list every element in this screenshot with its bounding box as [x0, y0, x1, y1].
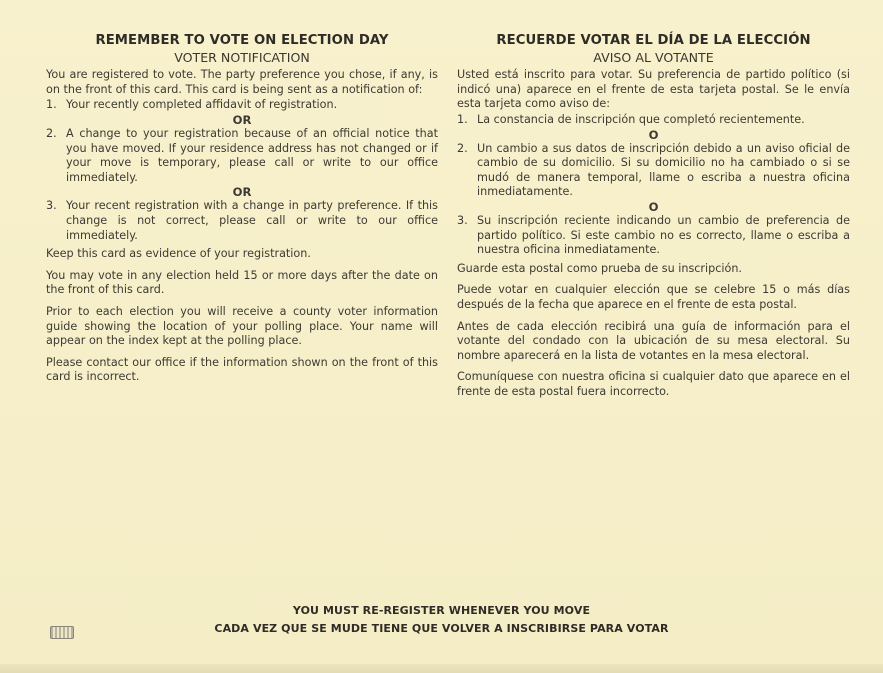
item-text: La constancia de inscripción que completó recientemente.	[477, 112, 805, 126]
spanish-or-1: O	[648, 127, 659, 142]
card-bottom-edge	[0, 664, 883, 673]
spanish-vote-eligibility: Puede votar en cualquier elección que se celebre 15 o más días después de la fecha que aparece en el frente de esta postal.	[457, 283, 850, 311]
english-contact-office: Please contact our office if the information shown on the front of this card is incorrect.	[46, 355, 438, 384]
item-number: 3.	[457, 213, 468, 227]
spanish-item-1	[457, 113, 850, 128]
english-or-2: OR	[232, 185, 252, 200]
spanish-guide-info: Antes de cada elección recibirá una guía de información para el votante del condado con la ubicación de su mesa electoral. Su nombre aparecerá en la lista de votantes en la mesa electoral.	[457, 319, 850, 362]
english-guide-info: Prior to each election you will receive a county voter information guide showing the location of your polling place. Your name will appear on the index kept at the polling place.	[46, 304, 438, 348]
english-item-2	[46, 127, 438, 185]
english-column	[46, 34, 438, 392]
item-number: 2.	[457, 141, 468, 155]
english-or-1: OR	[232, 112, 252, 127]
item-text: A change to your registration because of an official notice that you have moved. If your residence address has not changed or if your move is temporary, please call or write to our office immediately.	[66, 126, 438, 184]
item-number: 3.	[46, 199, 57, 213]
spanish-contact-office: Comuníquese con nuestra oficina si cualquier dato que aparece en el frente de esta postal fuera incorrecto.	[457, 370, 850, 398]
spanish-subheading: AVISO AL VOTANTE	[593, 49, 714, 65]
english-intro: You are registered to vote. The party preference you chose, if any, is on the front of this card. This card is being sent as a notification of:	[46, 68, 438, 96]
item-number: 2.	[46, 126, 57, 140]
footer-reregister-spanish: CADA VEZ QUE SE MUDE TIENE QUE VOLVER A INSCRIBIRSE PARA VOTAR	[214, 622, 669, 635]
item-text: Your recent registration with a change in party preference. If this change is not correct, please call or write to our office immediately.	[66, 199, 438, 242]
item-text: Su inscripción reciente indicando un cambio de preferencia de partido político. Si este cambio no es correcto, llame o escriba a nuestra oficina inmediatamente.	[477, 213, 850, 257]
item-number: 1.	[46, 98, 57, 112]
english-heading: REMEMBER TO VOTE ON ELECTION DAY	[95, 33, 389, 48]
english-subheading: VOTER NOTIFICATION	[174, 49, 310, 65]
spanish-heading: RECUERDE VOTAR EL DÍA DE LA ELECCIÓN	[496, 33, 811, 48]
english-list	[46, 98, 438, 243]
item-text: Your recently completed affidavit of registration.	[66, 98, 338, 112]
english-item-3	[46, 199, 438, 243]
footer-reregister-english: YOU MUST RE-REGISTER WHENEVER YOU MOVE	[292, 604, 591, 617]
union-label-icon	[50, 626, 74, 639]
spanish-item-3	[457, 214, 850, 258]
spanish-or-2: O	[648, 199, 659, 214]
spanish-column	[457, 34, 850, 406]
item-number: 1.	[457, 112, 468, 126]
english-vote-eligibility: You may vote in any election held 15 or more days after the date on the front of this card.	[46, 268, 438, 297]
spanish-keep-card: Guarde esta postal como prueba de su inscripción.	[457, 261, 742, 275]
spanish-list	[457, 113, 850, 258]
english-keep-card: Keep this card as evidence of your registration.	[46, 247, 311, 261]
item-text: Un cambio a sus datos de inscripción debido a un aviso oficial de cambio de su domicilio. Si su domicilio no ha cambiado o si se mudó de manera temporal, llame o escriba a nuestra oficina inmediatamente.	[477, 141, 850, 199]
spanish-intro: Usted está inscrito para votar. Su preferencia de partido político (si indicó una) aparece en el frente de esta tarjeta postal. Se le envía esta tarjeta como aviso de:	[457, 68, 850, 111]
english-item-1	[46, 98, 438, 113]
spanish-item-2	[457, 142, 850, 200]
